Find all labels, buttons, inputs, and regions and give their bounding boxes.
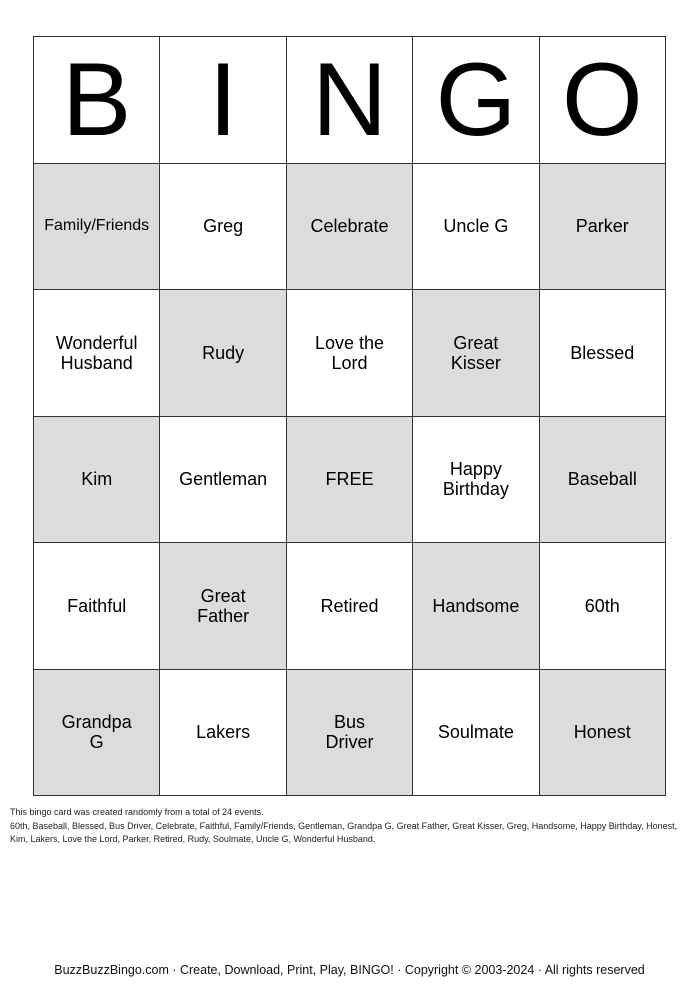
bingo-cell: Great Kisser — [413, 290, 539, 417]
bingo-cell: Gentleman — [160, 417, 286, 544]
bingo-cell: Greg — [160, 164, 286, 291]
bingo-cell: Faithful — [34, 543, 160, 670]
page-footer: BuzzBuzzBingo.com · Create, Download, Print, Play, BINGO! · Copyright © 2003-2024 · All rights reserved — [54, 963, 645, 977]
bingo-cell: Family/Friends — [34, 164, 160, 291]
bingo-cell: Honest — [540, 670, 666, 797]
header-letter-b: B — [34, 37, 160, 164]
free-space-cell: FREE — [287, 417, 413, 544]
bingo-cell: Grandpa G — [34, 670, 160, 797]
bingo-cell: Uncle G — [413, 164, 539, 291]
bingo-cell: Love the Lord — [287, 290, 413, 417]
bingo-cell: Happy Birthday — [413, 417, 539, 544]
header-letter-n: N — [287, 37, 413, 164]
bingo-cell: Wonderful Husband — [34, 290, 160, 417]
card-description — [10, 806, 690, 847]
bingo-cell: Great Father — [160, 543, 286, 670]
bingo-cell: Rudy — [160, 290, 286, 417]
bingo-card — [33, 36, 666, 796]
bingo-cell: Lakers — [160, 670, 286, 797]
bingo-cell: 60th — [540, 543, 666, 670]
header-letter-o: O — [540, 37, 666, 164]
bingo-cell: Kim — [34, 417, 160, 544]
bingo-cell: Baseball — [540, 417, 666, 544]
bingo-cell: Parker — [540, 164, 666, 291]
bingo-cell: Retired — [287, 543, 413, 670]
card-description-event-list: 60th, Baseball, Blessed, Bus Driver, Celebrate, Faithful, Family/Friends, Gentleman, Grandpa G, Great Father, Great Kisser, Greg, Handsome, Happy Birthday, Honest, Kim, Lakers, Love the Lord, Parker, Retired, Rudy, Soulmate, Uncle G, Wonderful Husband. — [10, 820, 678, 844]
bingo-cell: Soulmate — [413, 670, 539, 797]
header-letter-g: G — [413, 37, 539, 164]
bingo-cell: Blessed — [540, 290, 666, 417]
bingo-cell: Handsome — [413, 543, 539, 670]
bingo-cell: Bus Driver — [287, 670, 413, 797]
card-description-summary: This bingo card was created randomly from a total of 24 events. — [10, 807, 264, 817]
header-letter-i: I — [160, 37, 286, 164]
bingo-cell: Celebrate — [287, 164, 413, 291]
